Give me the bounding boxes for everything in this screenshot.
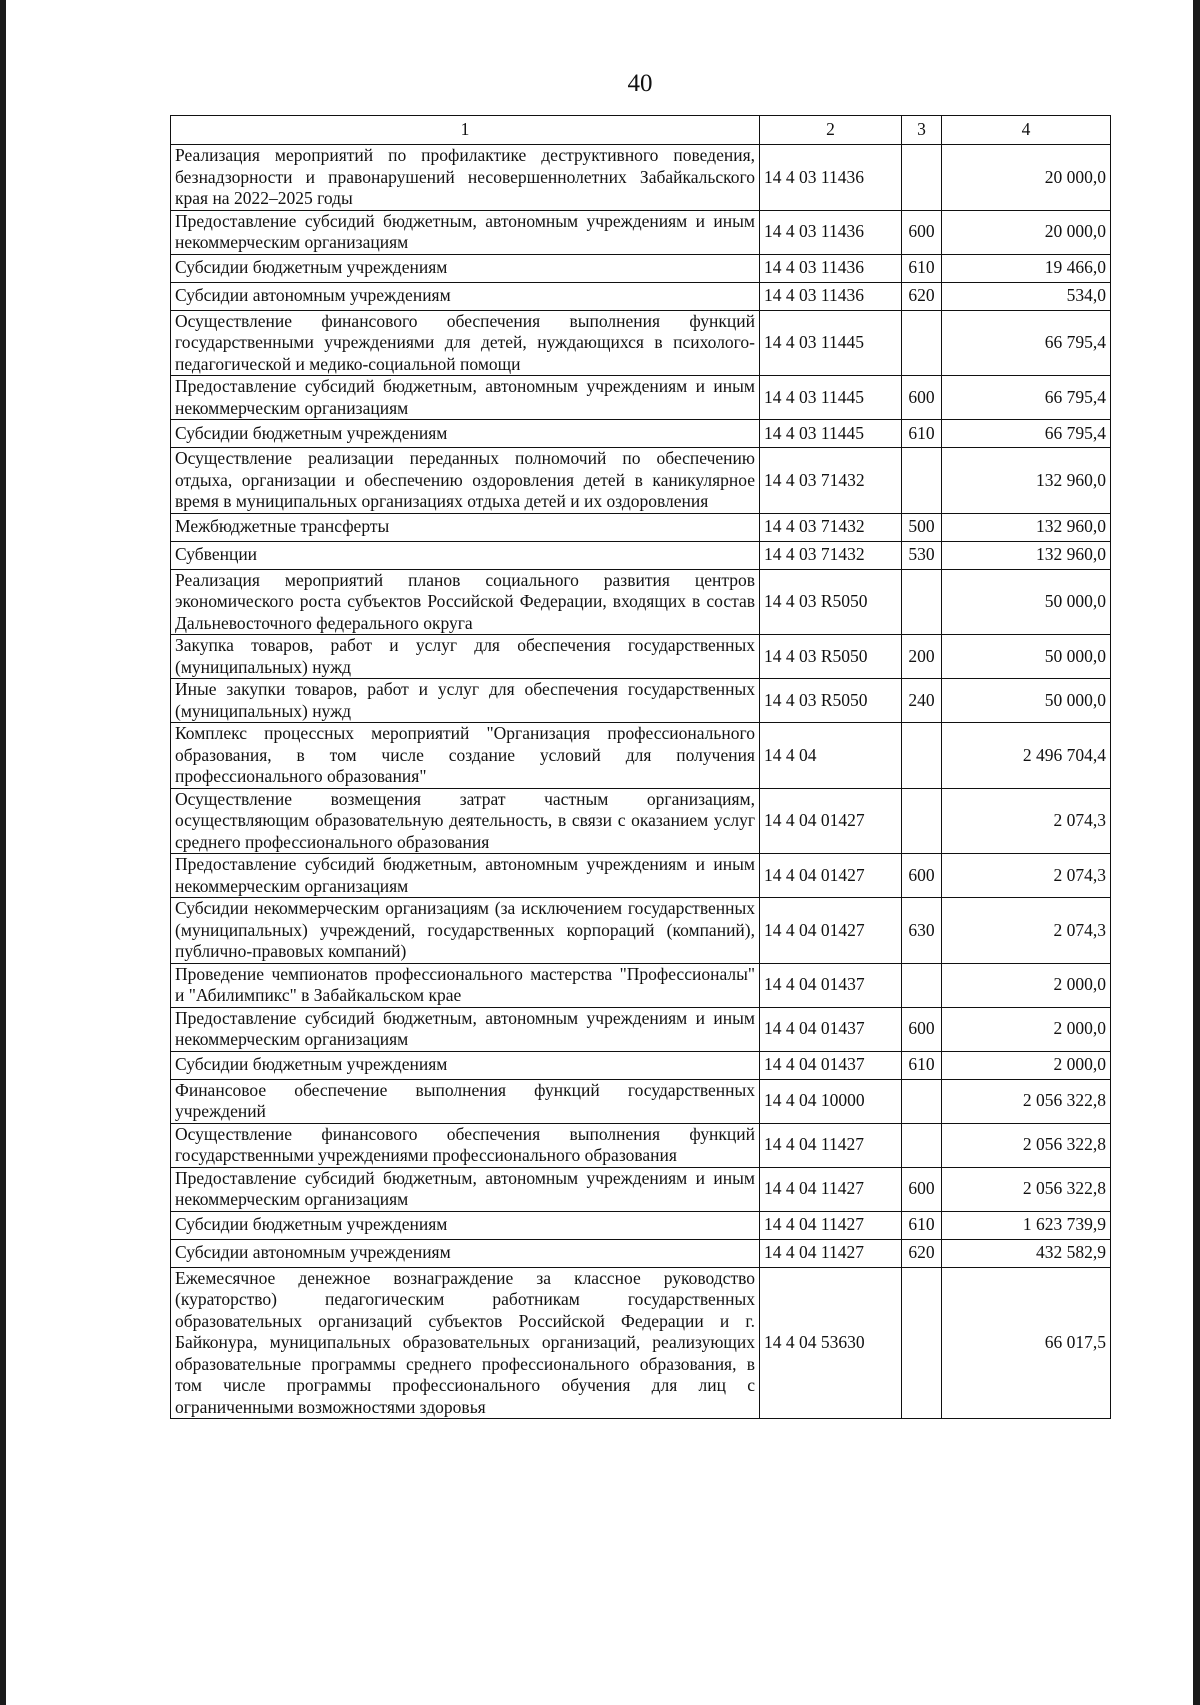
budget-table (170, 115, 1111, 1419)
row-type-cell: 600 (902, 1167, 942, 1211)
row-code-cell: 14 4 03 11436 (760, 282, 902, 310)
row-name-cell: Реализация мероприятий планов социального развития центров экономического роста субъектов Российской Федерации, входящих в состав Дальневосточного федерального округа (171, 569, 760, 635)
table-row (171, 788, 1111, 854)
row-code-cell: 14 4 04 11427 (760, 1211, 902, 1239)
table-row (171, 210, 1111, 254)
table-row (171, 1051, 1111, 1079)
row-name-cell: Субсидии некоммерческим организациям (за исключением государственных (муниципальных) учреждений, государственных корпораций (компаний), публично-правовых компаний) (171, 898, 760, 964)
row-code-cell: 14 4 03 11436 (760, 210, 902, 254)
table-row (171, 145, 1111, 211)
row-amount-cell: 66 795,4 (942, 376, 1111, 420)
row-name-cell: Межбюджетные трансферты (171, 513, 760, 541)
row-code-cell: 14 4 04 01427 (760, 788, 902, 854)
row-amount-cell: 66 795,4 (942, 310, 1111, 376)
row-amount-cell: 132 960,0 (942, 513, 1111, 541)
row-name-cell: Закупка товаров, работ и услуг для обеспечения государственных (муниципальных) нужд (171, 635, 760, 679)
row-amount-cell: 50 000,0 (942, 635, 1111, 679)
row-type-cell: 240 (902, 679, 942, 723)
table-row (171, 854, 1111, 898)
row-type-cell: 600 (902, 854, 942, 898)
row-name-cell: Осуществление финансового обеспечения выполнения функций государственными учреждениями для детей, нуждающихся в психолого-педагогической и медико-социальной помощи (171, 310, 760, 376)
row-type-cell: 610 (902, 1051, 942, 1079)
row-amount-cell: 66 017,5 (942, 1267, 1111, 1419)
row-type-cell: 200 (902, 635, 942, 679)
row-type-cell (902, 448, 942, 514)
row-amount-cell: 66 795,4 (942, 420, 1111, 448)
row-amount-cell: 2 496 704,4 (942, 723, 1111, 789)
header-row (171, 116, 1111, 145)
table-row (171, 963, 1111, 1007)
table-row (171, 723, 1111, 789)
row-amount-cell: 132 960,0 (942, 448, 1111, 514)
row-name-cell: Предоставление субсидий бюджетным, автономным учреждениям и иным некоммерческим организациям (171, 376, 760, 420)
row-amount-cell: 50 000,0 (942, 679, 1111, 723)
row-type-cell (902, 569, 942, 635)
row-amount-cell: 50 000,0 (942, 569, 1111, 635)
table-row (171, 1167, 1111, 1211)
row-name-cell: Комплекс процессных мероприятий "Организация профессионального образования, в том числе создание условий для получения профессионального образования" (171, 723, 760, 789)
row-type-cell: 610 (902, 420, 942, 448)
table-row (171, 1211, 1111, 1239)
page-number: 40 (627, 70, 653, 97)
row-type-cell (902, 1079, 942, 1123)
table-row (171, 679, 1111, 723)
table-row (171, 1267, 1111, 1419)
scan-edge-left (0, 0, 6, 1705)
row-amount-cell: 432 582,9 (942, 1239, 1111, 1267)
row-name-cell: Субсидии бюджетным учреждениям (171, 420, 760, 448)
table-row (171, 376, 1111, 420)
row-name-cell: Субсидии автономным учреждениям (171, 1239, 760, 1267)
row-name-cell: Иные закупки товаров, работ и услуг для обеспечения государственных (муниципальных) нужд (171, 679, 760, 723)
row-type-cell (902, 1267, 942, 1419)
table-row (171, 1123, 1111, 1167)
row-name-cell: Субсидии автономным учреждениям (171, 282, 760, 310)
table-row (171, 541, 1111, 569)
row-name-cell: Предоставление субсидий бюджетным, автономным учреждениям и иным некоммерческим организациям (171, 1007, 760, 1051)
row-type-cell: 630 (902, 898, 942, 964)
scan-edge-right (1193, 0, 1200, 1705)
row-amount-cell: 1 623 739,9 (942, 1211, 1111, 1239)
row-name-cell: Осуществление финансового обеспечения выполнения функций государственными учреждениями профессионального образования (171, 1123, 760, 1167)
row-amount-cell: 19 466,0 (942, 254, 1111, 282)
row-amount-cell: 2 056 322,8 (942, 1079, 1111, 1123)
row-code-cell: 14 4 04 01437 (760, 1007, 902, 1051)
table-row (171, 310, 1111, 376)
row-name-cell: Предоставление субсидий бюджетным, автономным учреждениям и иным некоммерческим организациям (171, 1167, 760, 1211)
row-amount-cell: 2 074,3 (942, 898, 1111, 964)
row-amount-cell: 20 000,0 (942, 210, 1111, 254)
row-amount-cell: 2 074,3 (942, 788, 1111, 854)
header-cell-3: 3 (902, 116, 942, 145)
row-type-cell: 600 (902, 1007, 942, 1051)
row-code-cell: 14 4 04 11427 (760, 1123, 902, 1167)
row-name-cell: Субсидии бюджетным учреждениям (171, 1051, 760, 1079)
row-amount-cell: 534,0 (942, 282, 1111, 310)
row-name-cell: Предоставление субсидий бюджетным, автономным учреждениям и иным некоммерческим организациям (171, 210, 760, 254)
row-amount-cell: 2 000,0 (942, 963, 1111, 1007)
row-name-cell: Предоставление субсидий бюджетным, автономным учреждениям и иным некоммерческим организациям (171, 854, 760, 898)
table-row (171, 1079, 1111, 1123)
table-row (171, 569, 1111, 635)
table-row (171, 635, 1111, 679)
row-code-cell: 14 4 03 R5050 (760, 569, 902, 635)
row-code-cell: 14 4 04 11427 (760, 1239, 902, 1267)
table-row (171, 282, 1111, 310)
row-code-cell: 14 4 04 01437 (760, 963, 902, 1007)
row-code-cell: 14 4 03 71432 (760, 541, 902, 569)
row-code-cell: 14 4 03 71432 (760, 513, 902, 541)
row-code-cell: 14 4 03 11436 (760, 254, 902, 282)
row-type-cell: 530 (902, 541, 942, 569)
row-type-cell: 610 (902, 254, 942, 282)
row-amount-cell: 2 000,0 (942, 1007, 1111, 1051)
table-row (171, 898, 1111, 964)
header-cell-4: 4 (942, 116, 1111, 145)
header-cell-1: 1 (171, 116, 760, 145)
row-code-cell: 14 4 03 11445 (760, 310, 902, 376)
row-code-cell: 14 4 03 11436 (760, 145, 902, 211)
row-type-cell (902, 1123, 942, 1167)
row-name-cell: Осуществление реализации переданных полномочий по обеспечению отдыха, организации и обеспечению оздоровления детей в каникулярное время в муниципальных организациях отдыха детей и их оздоровления (171, 448, 760, 514)
row-code-cell: 14 4 03 11445 (760, 376, 902, 420)
row-name-cell: Проведение чемпионатов профессионального мастерства "Профессионалы" и "Абилимпикс" в Забайкальском крае (171, 963, 760, 1007)
row-code-cell: 14 4 04 (760, 723, 902, 789)
row-code-cell: 14 4 04 53630 (760, 1267, 902, 1419)
table-row (171, 513, 1111, 541)
table-row (171, 448, 1111, 514)
table-row (171, 1239, 1111, 1267)
row-code-cell: 14 4 04 01427 (760, 854, 902, 898)
table-row (171, 254, 1111, 282)
row-amount-cell: 20 000,0 (942, 145, 1111, 211)
row-name-cell: Субсидии бюджетным учреждениям (171, 1211, 760, 1239)
row-code-cell: 14 4 03 71432 (760, 448, 902, 514)
row-name-cell: Субвенции (171, 541, 760, 569)
row-type-cell (902, 963, 942, 1007)
row-type-cell: 620 (902, 1239, 942, 1267)
row-type-cell (902, 788, 942, 854)
table-row (171, 1007, 1111, 1051)
row-type-cell: 600 (902, 210, 942, 254)
row-type-cell (902, 723, 942, 789)
row-code-cell: 14 4 04 01437 (760, 1051, 902, 1079)
row-code-cell: 14 4 04 11427 (760, 1167, 902, 1211)
row-type-cell: 620 (902, 282, 942, 310)
row-amount-cell: 2 056 322,8 (942, 1123, 1111, 1167)
row-name-cell: Финансовое обеспечение выполнения функций государственных учреждений (171, 1079, 760, 1123)
row-type-cell: 500 (902, 513, 942, 541)
row-type-cell: 610 (902, 1211, 942, 1239)
row-amount-cell: 2 074,3 (942, 854, 1111, 898)
row-name-cell: Ежемесячное денежное вознаграждение за классное руководство (кураторство) педагогическим работникам государственных образовательных организаций субъектов Российской Федерации и г. Байконура, муниципальных образовательных организаций, реализующих образовательные программы среднего профессионального образования, в том числе программы профессионального обучения для лиц с ограниченными возможностями здоровья (171, 1267, 760, 1419)
row-code-cell: 14 4 03 11445 (760, 420, 902, 448)
row-name-cell: Субсидии бюджетным учреждениям (171, 254, 760, 282)
row-amount-cell: 132 960,0 (942, 541, 1111, 569)
row-type-cell (902, 310, 942, 376)
row-name-cell: Осуществление возмещения затрат частным организациям, осуществляющим образовательную деятельность, в связи с оказанием услуг среднего профессионального образования (171, 788, 760, 854)
row-code-cell: 14 4 04 10000 (760, 1079, 902, 1123)
table-row (171, 420, 1111, 448)
row-name-cell: Реализация мероприятий по профилактике деструктивного поведения, безнадзорности и правонарушений несовершеннолетних Забайкальского края на 2022–2025 годы (171, 145, 760, 211)
row-amount-cell: 2 000,0 (942, 1051, 1111, 1079)
row-type-cell: 600 (902, 376, 942, 420)
row-code-cell: 14 4 03 R5050 (760, 635, 902, 679)
row-amount-cell: 2 056 322,8 (942, 1167, 1111, 1211)
row-type-cell (902, 145, 942, 211)
row-code-cell: 14 4 04 01427 (760, 898, 902, 964)
row-code-cell: 14 4 03 R5050 (760, 679, 902, 723)
header-cell-2: 2 (760, 116, 902, 145)
